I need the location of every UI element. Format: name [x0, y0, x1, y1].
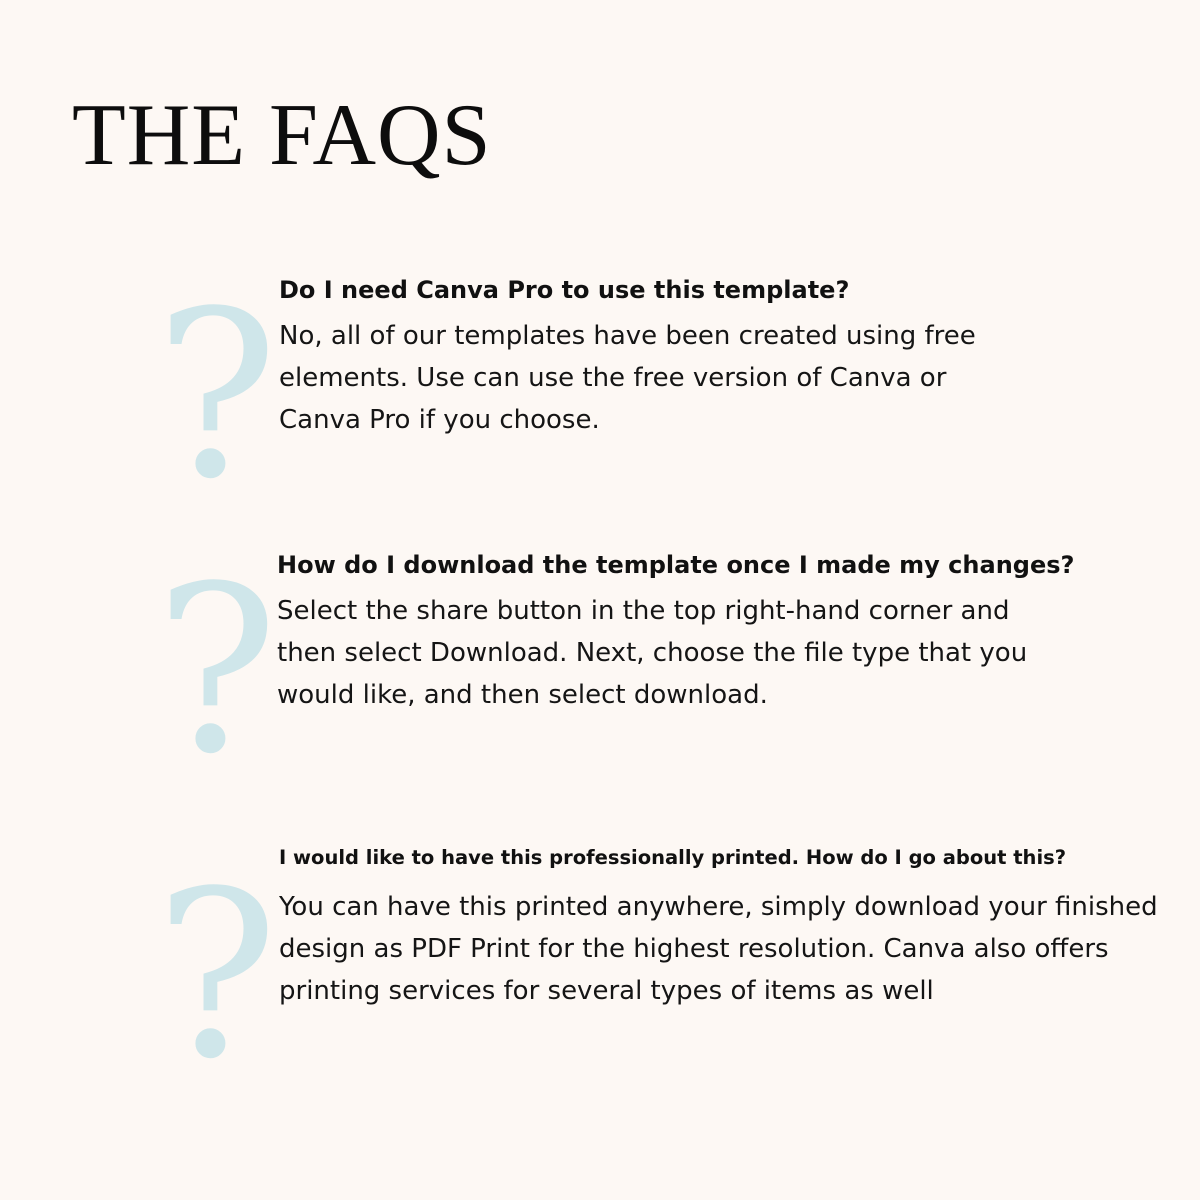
question-mark-icon: ?	[155, 538, 279, 805]
faq-question: Do I need Canva Pro to use this template?	[279, 276, 850, 304]
faq-answer: You can have this printed anywhere, simply download your finished design as PDF Print for the highest resolution. Canva also offers printing services for several types of items as well	[279, 892, 1158, 1006]
faq-answer: Select the share button in the top right-hand corner and then select Download. Next, choose the file type that you would like, and then select download.	[277, 596, 1028, 710]
question-mark-icon: ?	[155, 843, 279, 1110]
question-mark-icon: ?	[155, 263, 279, 530]
faq-answer: No, all of our templates have been created using free elements. Use can use the free version of Canva or Canva Pro if you choose.	[279, 321, 976, 435]
faq-question: How do I download the template once I made my changes?	[277, 551, 1075, 579]
page-title: THE FAQS	[72, 87, 492, 184]
faq-question: I would like to have this professionally printed. How do I go about this?	[279, 846, 1067, 869]
